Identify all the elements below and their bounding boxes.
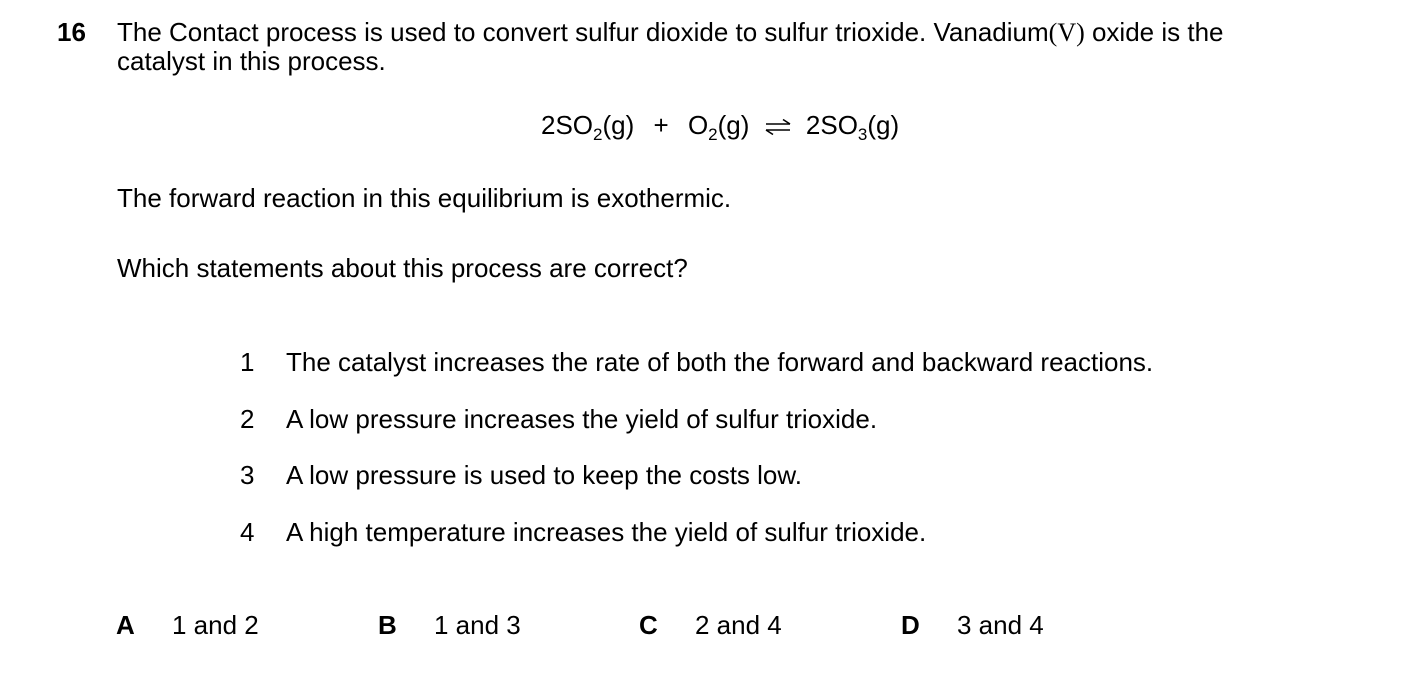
oxidation-state: (V): [1048, 18, 1085, 47]
statement-text: A low pressure increases the yield of sulfur trioxide.: [286, 404, 878, 434]
stem-text-b: oxide is the: [1084, 17, 1224, 47]
question-stem-line-2: catalyst in this process.: [117, 46, 386, 76]
statement-text: A high temperature increases the yield of sulfur trioxide.: [286, 517, 927, 547]
reactant-2: $O_2(g)$: [687, 110, 750, 144]
plus-sign: +: [653, 110, 669, 140]
option-letter-b[interactable]: B: [378, 610, 397, 640]
chemical-equation: [541, 110, 900, 144]
option-letter-d[interactable]: D: [901, 610, 920, 640]
option-text-d[interactable]: 3 and 4: [957, 610, 1044, 640]
reactant-1: $2SO_2(g)$: [541, 110, 635, 144]
product: $2SO_3(g)$: [805, 110, 900, 144]
question-prompt: Which statements about this process are correct?: [117, 253, 688, 283]
option-letter-c[interactable]: C: [639, 610, 658, 640]
statement-text: The catalyst increases the rate of both the forward and backward reactions.: [286, 347, 1154, 377]
question-stem-line-1: [117, 17, 1224, 48]
info-text: The forward reaction in this equilibrium is exothermic.: [117, 183, 732, 213]
statement-number: 4: [240, 517, 255, 547]
option-text-c[interactable]: 2 and 4: [695, 610, 782, 640]
option-text-a[interactable]: 1 and 2: [172, 610, 259, 640]
statement-text: A low pressure is used to keep the costs low.: [286, 460, 802, 490]
option-letter-a[interactable]: A: [116, 610, 135, 640]
statement-number: 2: [240, 404, 255, 434]
equilibrium-arrow-icon: [763, 118, 793, 136]
stem-text-a: The Contact process is used to convert sulfur dioxide to sulfur trioxide. Vanadium: [117, 17, 1049, 47]
statement-number: 1: [240, 347, 255, 377]
statement-number: 3: [240, 460, 255, 490]
question-number: 16: [57, 17, 86, 47]
option-text-b[interactable]: 1 and 3: [434, 610, 521, 640]
